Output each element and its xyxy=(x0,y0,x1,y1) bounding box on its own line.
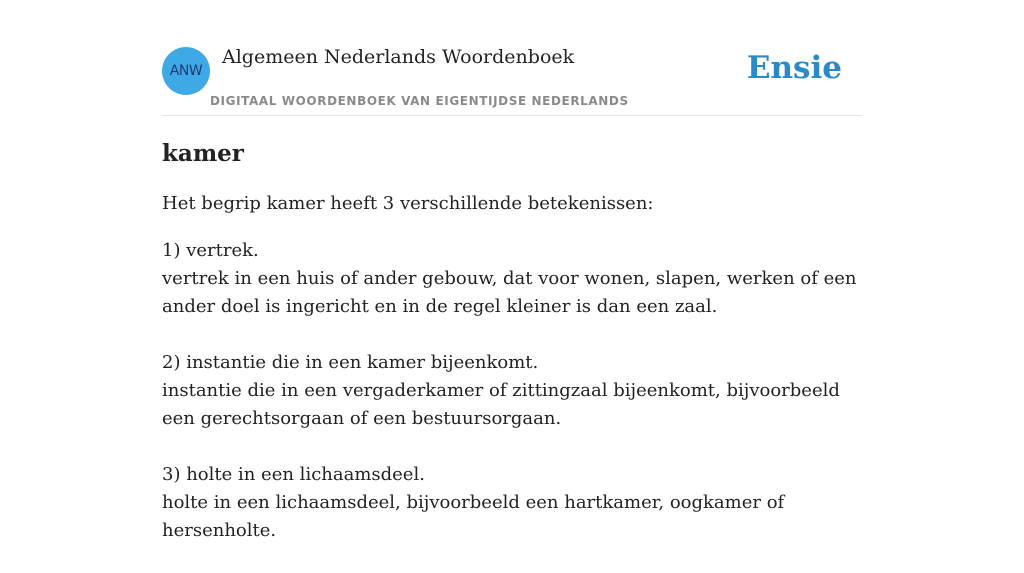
meaning-heading: 3) holte in een lichaamsdeel. xyxy=(162,464,425,485)
meaning-heading: 2) instantie die in een kamer bijeenkomt. xyxy=(162,352,539,373)
meaning-definition: vertrek in een huis of ander gebouw, dat voor wonen, slapen, werken of een ander doel is ingericht en in de regel kleiner is dan een zaal. xyxy=(162,268,857,317)
site-title[interactable]: Algemeen Nederlands Woordenboek xyxy=(222,46,575,68)
meaning-heading: 1) vertrek. xyxy=(162,240,259,261)
site-header xyxy=(162,0,862,116)
logo-text: ANW xyxy=(169,63,203,79)
ensie-logo[interactable]: Ensie xyxy=(746,50,842,86)
entry-content xyxy=(162,138,862,573)
meaning-item xyxy=(162,237,862,321)
meaning-definition: holte in een lichaamsdeel, bijvoorbeeld een hartkamer, oogkamer of hersenholte. xyxy=(162,492,785,541)
meaning-definition: instantie die in een vergaderkamer of zittingzaal bijeenkomt, bijvoorbeeld een gerechtsorgaan of een bestuursorgaan. xyxy=(162,380,840,429)
entry-intro: Het begrip kamer heeft 3 verschillende betekenissen: xyxy=(162,193,654,214)
meanings-list xyxy=(162,237,862,545)
meaning-item xyxy=(162,461,862,545)
meaning-item xyxy=(162,349,862,433)
entry-word: kamer xyxy=(162,140,244,167)
site-subtitle: DIGITAAL WOORDENBOEK VAN EIGENTIJDSE NEDERLANDS xyxy=(210,94,629,108)
anw-logo[interactable] xyxy=(162,47,210,95)
